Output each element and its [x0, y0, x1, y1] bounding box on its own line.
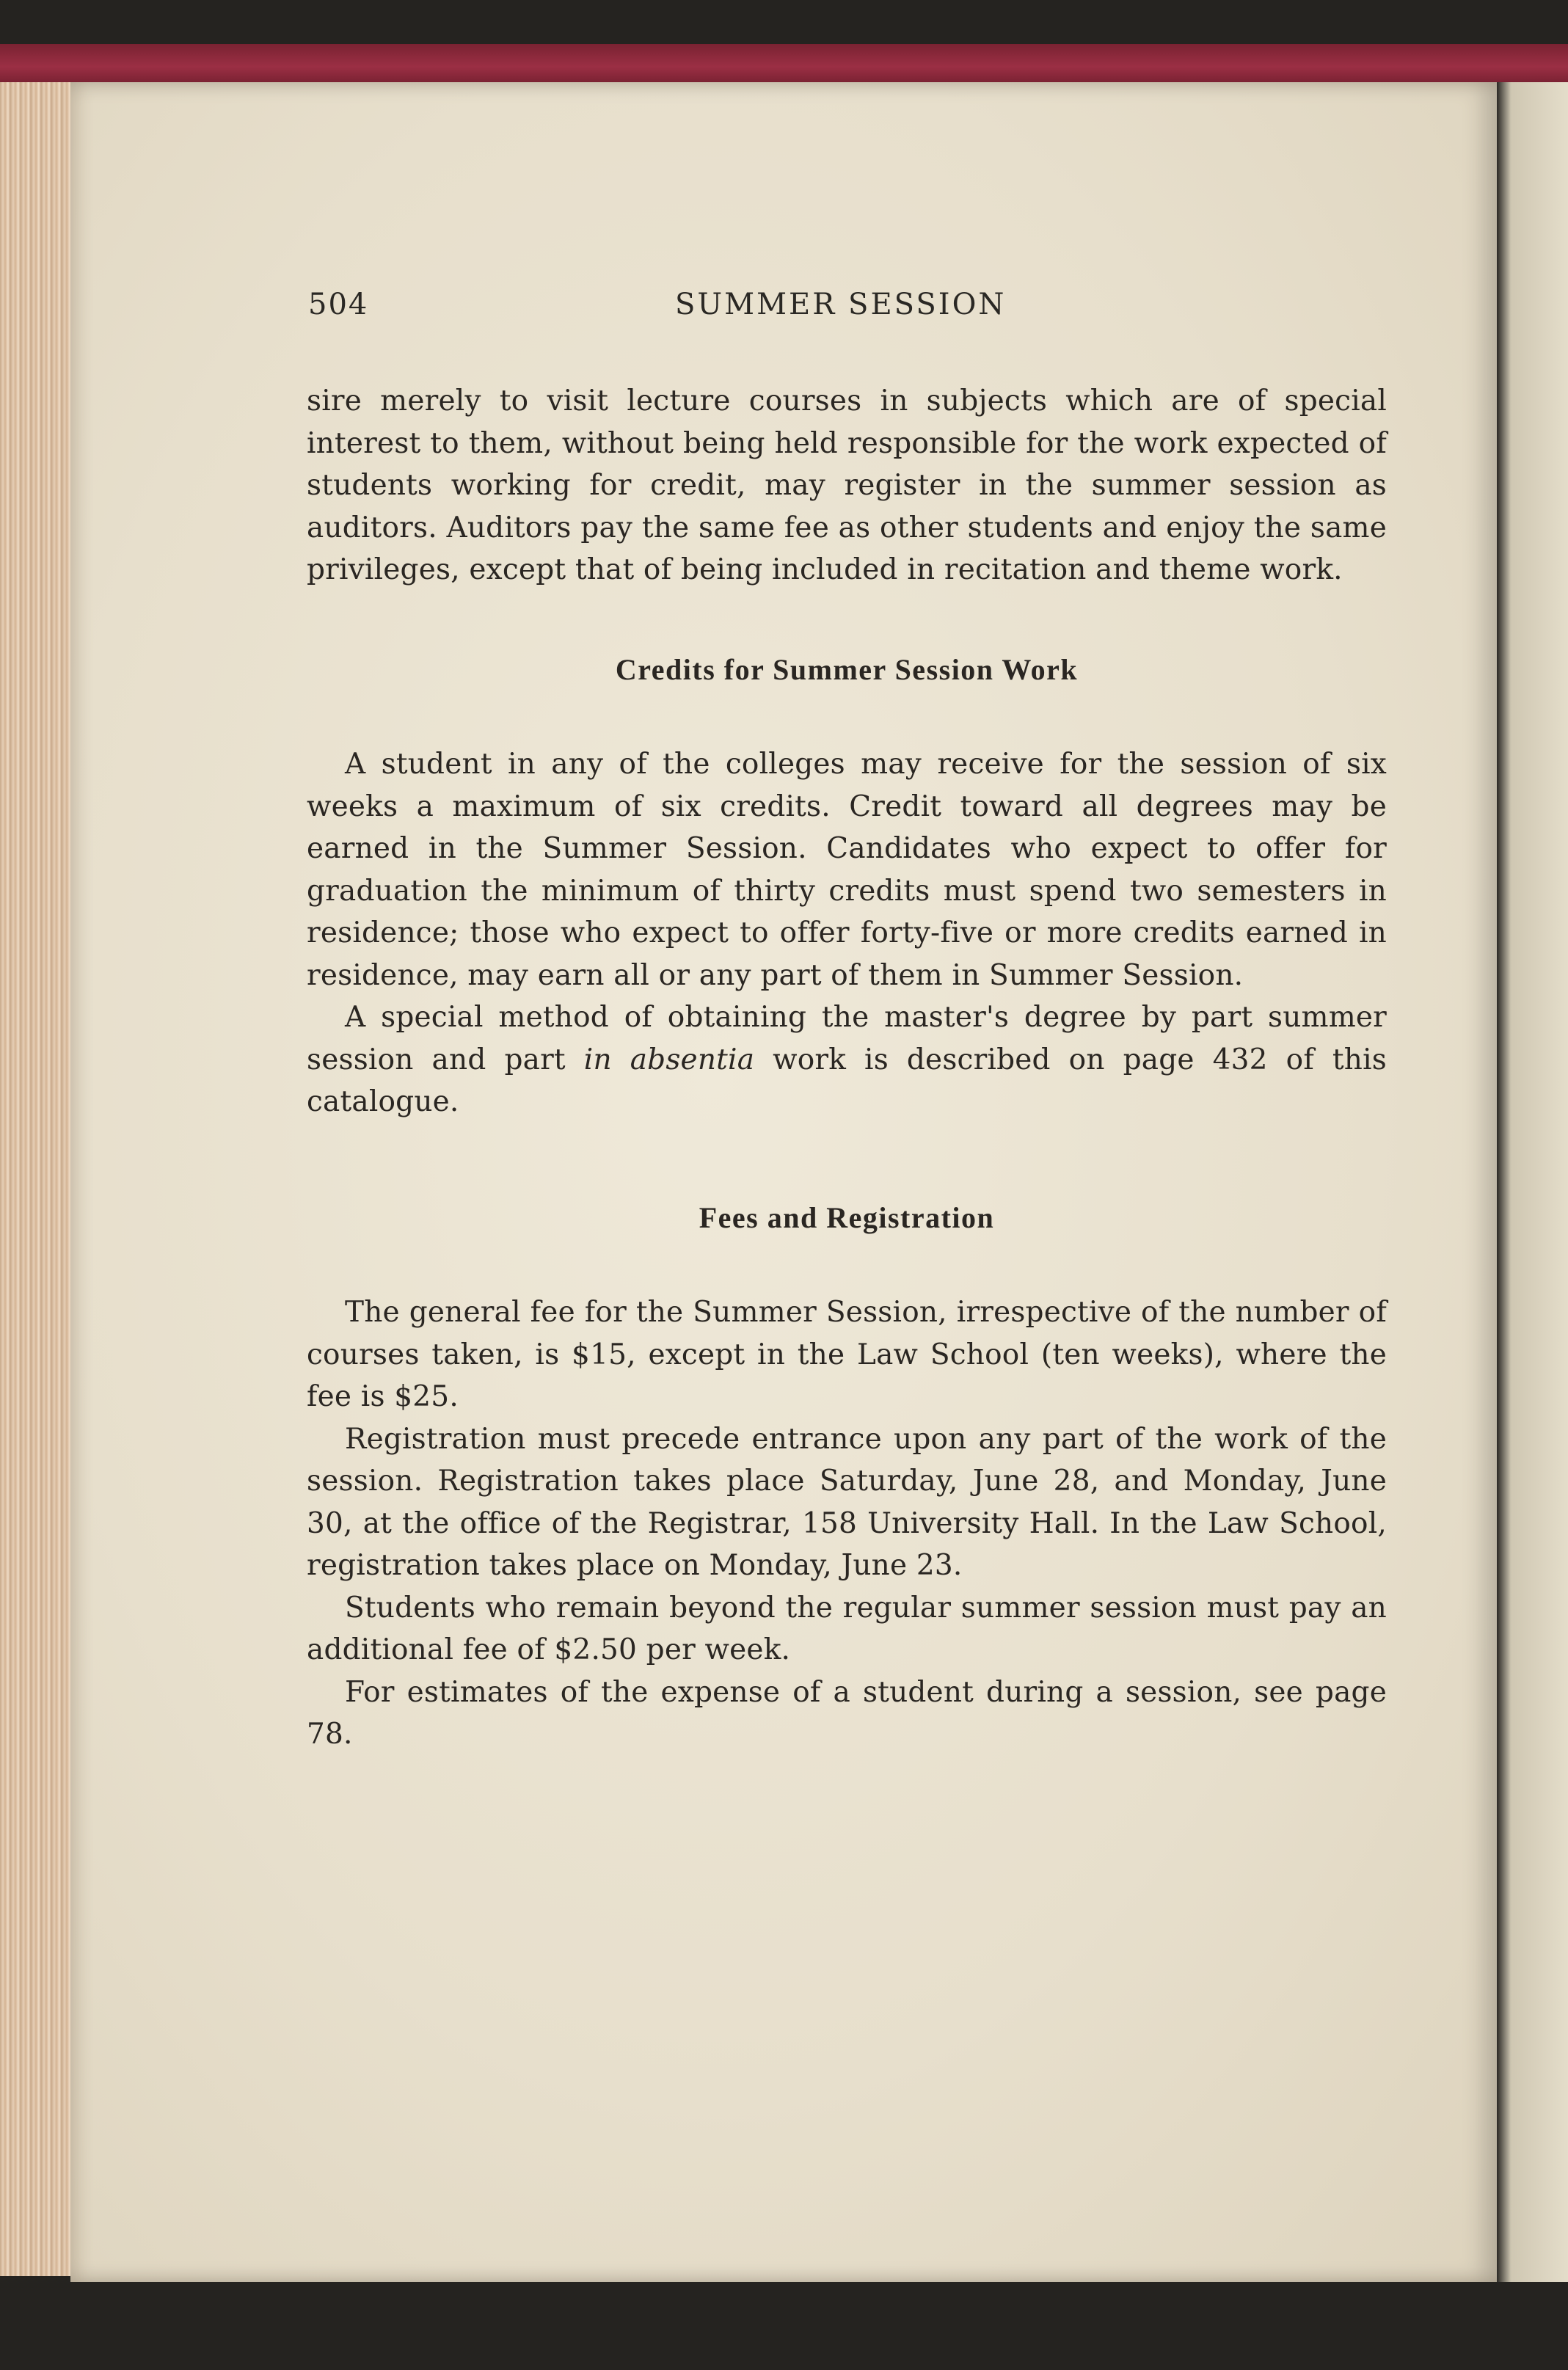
next-page-edge: [1497, 82, 1568, 2282]
paragraph-estimates: For estimates of the expense of a student during a session, see page 78.: [307, 1675, 1387, 1751]
page-body: [307, 380, 1387, 1756]
paragraph-registration: Registration must precede entrance upon any part of the work of the session. Registration takes place Saturday, June 28, and Monday, June 30, at the office of the Registrar, 158 University Hall. In the Law School, registration takes place on Monday, June 23.: [307, 1422, 1387, 1582]
spacer: [307, 1123, 1387, 1197]
paragraph-masters-degree: [307, 996, 1387, 1123]
heading-credits: Credits for Summer Session Work: [615, 652, 1079, 686]
paragraph-credits: A student in any of the colleges may receive for the session of six weeks a maximum of six credits. Credit toward all degrees may be earned in the Summer Session. Candidates who expect to offer for graduation the minimum of thirty credits must spend two semesters in residence; those who expect to offer forty-five or more credits earned in residence, may earn all or any part of them in Summer Session.: [307, 748, 1387, 992]
paragraph-general-fee: The general fee for the Summer Session, irrespective of the number of courses taken, is $15, except in the Law School (ten weeks), where the fee is $25.: [307, 1296, 1387, 1413]
page-number: 504: [308, 288, 369, 321]
spacer: [307, 1239, 1387, 1291]
paragraph-masters-text-a: A special method of obtaining the master's degree by part summer session and part: [307, 1001, 1387, 1076]
running-head-title: SUMMER SESSION: [675, 288, 1007, 321]
page-edges: [0, 82, 79, 2276]
spacer: [307, 690, 1387, 743]
paragraph-additional-fee: Students who remain beyond the regular summer session must pay an additional fee of $2.50 per week.: [307, 1591, 1387, 1666]
paragraph-auditors: sire merely to visit lecture courses in subjects which are of special interest to them, without being held responsible for the work expected of students working for credit, may register in the summer session as auditors. Auditors pay the same fee as other students and enjoy the same privileges, except that of being included in recitation and theme work.: [307, 384, 1387, 586]
spacer: [307, 591, 1387, 649]
paragraph-masters-text-b: work is described on page 432 of this catalogue.: [307, 1043, 1388, 1118]
heading-fees: Fees and Registration: [699, 1200, 995, 1234]
paragraph-masters-italic: in absentia: [583, 1043, 755, 1076]
